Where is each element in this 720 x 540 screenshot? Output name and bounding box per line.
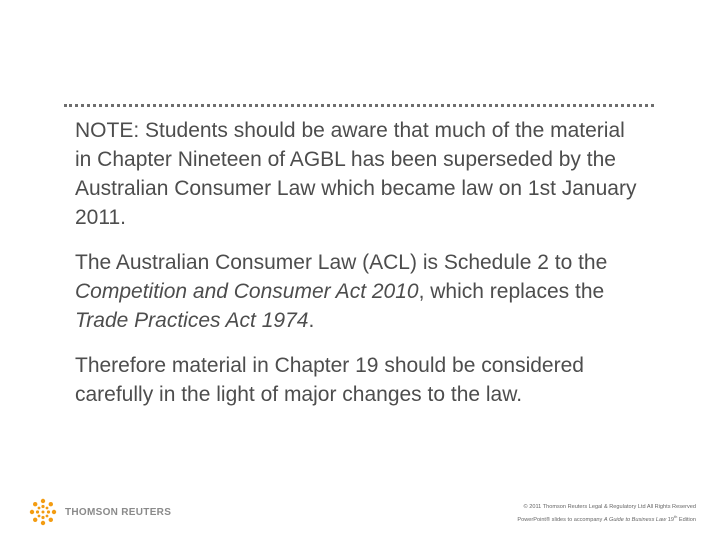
act-1974-title: Trade Practices Act 1974 — [75, 309, 309, 332]
edition-word: Edition — [677, 516, 696, 523]
acl-suffix-text: . — [308, 309, 315, 332]
slides-line — [396, 512, 696, 525]
acl-middle-text: , which replaces the — [418, 280, 605, 303]
therefore-paragraph: Therefore material in Chapter 19 should be considered carefully in the light of major changes to the law. — [75, 354, 584, 406]
footer-copyright — [396, 503, 696, 525]
copyright-line: © 2011 Thomson Reuters Legal & Regulatory Ltd All Rights Reserved — [523, 504, 696, 510]
logo-text: THOMSON REUTERS — [65, 506, 172, 518]
thomson-reuters-logo — [28, 497, 171, 527]
slide-content — [75, 116, 645, 425]
acl-paragraph — [75, 248, 645, 335]
act-2010-title: Competition and Consumer Act 2010 — [75, 280, 419, 303]
acl-prefix-text: The Australian Consumer Law (ACL) is Schedule 2 to the — [75, 251, 608, 274]
dotted-divider — [64, 104, 654, 107]
book-title: A Guide to Business Law — [603, 516, 667, 523]
edition-number: 19 — [667, 516, 674, 523]
reuters-dot-logo-icon — [28, 497, 58, 527]
edition-suffix: th — [673, 514, 678, 519]
note-paragraph: NOTE: Students should be aware that much of the material in Chapter Nineteen of AGBL has been superseded by the Australian Consumer Law which became law on 1st January 2011. — [75, 119, 637, 229]
slides-prefix: PowerPoint® slides to accompany — [517, 516, 604, 523]
